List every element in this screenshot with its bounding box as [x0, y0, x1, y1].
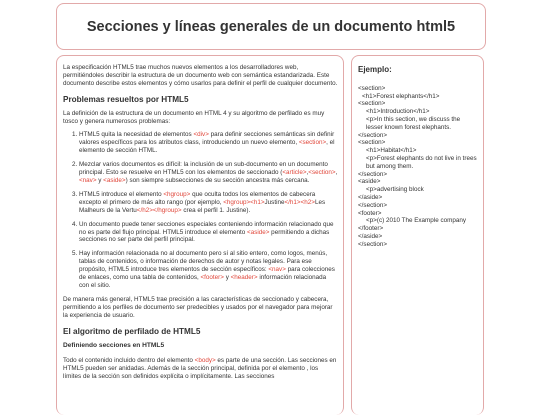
code-tag: <hgroup> — [223, 198, 251, 206]
problems-heading: Problemas resueltos por HTML5 — [63, 94, 189, 104]
example-code — [358, 85, 478, 249]
defining-sections-heading: Definiendo secciones en HTML5 — [63, 342, 165, 350]
code-line: <p>Forest elephants do not live in trees but among them. — [366, 154, 477, 170]
code-line: <aside> — [358, 178, 381, 186]
code-tag: </h1> — [284, 198, 301, 206]
code-tag: </h2> — [136, 206, 153, 214]
code-line: <p>advertising block — [366, 186, 424, 194]
code-line: </aside> — [358, 232, 383, 240]
code-line: </section> — [358, 201, 388, 209]
code-line: <section> — [358, 84, 386, 92]
code-line: <h1>Introduction</h1> — [366, 108, 430, 116]
conclusion-paragraph: De manera más general, HTML5 trae precisión a las características de seccionado y cabecera, permitiendo a los perfiles de documento ser predecibles y usados por el navegador para mejorar la experiencia de usuario. — [63, 295, 333, 319]
code-tag: <nav> — [268, 266, 286, 274]
page-header — [56, 3, 486, 50]
code-line: </footer> — [358, 225, 384, 233]
code-line: <h1>Forest elephants</h1> — [362, 92, 440, 100]
algorithm-heading: El algoritmo de perfilado de HTML5 — [63, 326, 201, 336]
code-line: </section> — [358, 240, 388, 248]
example-sidebar — [351, 55, 484, 415]
page-title: Secciones y líneas generales de un documento html5 — [86, 18, 456, 35]
list-item: 4. Un documento puede tener secciones especiales conteniendo información relacionado que no es parte del flujo principal. HTML5 introduce el elemento <aside> permitiendo a dichas secciones no ser parte del perfil principal. — [79, 221, 338, 245]
code-tag: <aside> — [103, 176, 126, 184]
list-item: 2. Mezclar varios documentos es difícil: la inclusión de un sub-documento en un documento principal. Esto se resuelve en HTML5 con los elementos de seccionado (<article>,<section>,<nav> y <aside>) son siempre subsecciones de su sección ancestra más cercana. — [79, 161, 338, 185]
code-line: <p>(c) 2010 The Example company — [366, 217, 466, 225]
code-tag: </hgroup> — [152, 206, 182, 214]
code-tag: <h1> — [250, 198, 265, 206]
code-tag: <hgroup> — [163, 190, 191, 198]
list-item: 1. HTML5 quita la necesidad de elementos <div> para definir secciones semánticas sin definir valores específicos para los atributos class, introduciendo un nuevo elemento, <section>, el elemento de sección HTML. — [79, 131, 338, 155]
problems-intro: La definición de la estructura de un documento en HTML 4 y su algoritmo de perfilado es muy tosco y genera numerosos problemas: — [63, 109, 325, 125]
list-item: 5. Hay información relacionada no al documento pero sí al sitio entero, como logos, menús, tablas de contenidos, o información de derechos de autor y notas legales. Para ese propósito, HTML5 introduce tres elementos de sección específicos: <nav> para colecciones de enlaces, como una tabla de contenidos, <footer> y <header> información relacionada con el sitio. — [79, 250, 338, 290]
code-line: </section> — [358, 131, 388, 139]
code-line: </aside> — [358, 193, 383, 201]
code-tag: <header> — [230, 274, 258, 282]
code-tag: <nav> — [79, 176, 97, 184]
main-content — [56, 55, 344, 415]
code-tag: <article> — [282, 169, 307, 177]
code-line: <h1>Habitat</h1> — [366, 147, 417, 155]
code-line: <section> — [358, 139, 386, 147]
code-tag: <div> — [193, 131, 209, 139]
code-tag: <section> — [308, 169, 336, 177]
code-line: </section> — [358, 170, 388, 178]
code-tag: <h2> — [300, 198, 315, 206]
code-line: <p>In this section, we discuss the lesser known forest elephants. — [366, 115, 461, 131]
list-item: 3. HTML5 introduce el elemento <hgroup> que oculta todos los elementos de cabecera excepto el primero de más alto rango (por ejemplo, <hgroup><h1>Justine</h1><h2>Les Malheurs de la Vertu</h2></hgroup> crea el perfil 1. Justine). — [79, 191, 338, 215]
code-tag: <aside> — [247, 228, 270, 236]
problems-list — [63, 131, 338, 289]
code-tag: <body> — [194, 357, 216, 365]
code-line: <section> — [358, 100, 386, 108]
code-line: <footer> — [358, 209, 382, 217]
intro-paragraph: La especificación HTML5 trae muchos nuevos elementos a los desarrolladores web, permitiéndoles describir la estructura de un documento web con semántica estandarizada. Este documento describe estos elementos y cómo usarlos para definir el perfil de cualquier documento. — [63, 64, 338, 87]
defining-sections-paragraph: Todo el contenido incluido dentro del elemento <body> es parte de una sección. Las secciones en HTML5 pueden ser anidadas. Además de la sección principal, definida por el elemento , los límites de la sección son definidos explícita o implícitamente. Las secciones — [63, 357, 337, 381]
code-tag: <footer> — [200, 274, 224, 282]
example-heading: Ejemplo: — [358, 65, 392, 74]
code-tag: <section> — [298, 139, 327, 147]
